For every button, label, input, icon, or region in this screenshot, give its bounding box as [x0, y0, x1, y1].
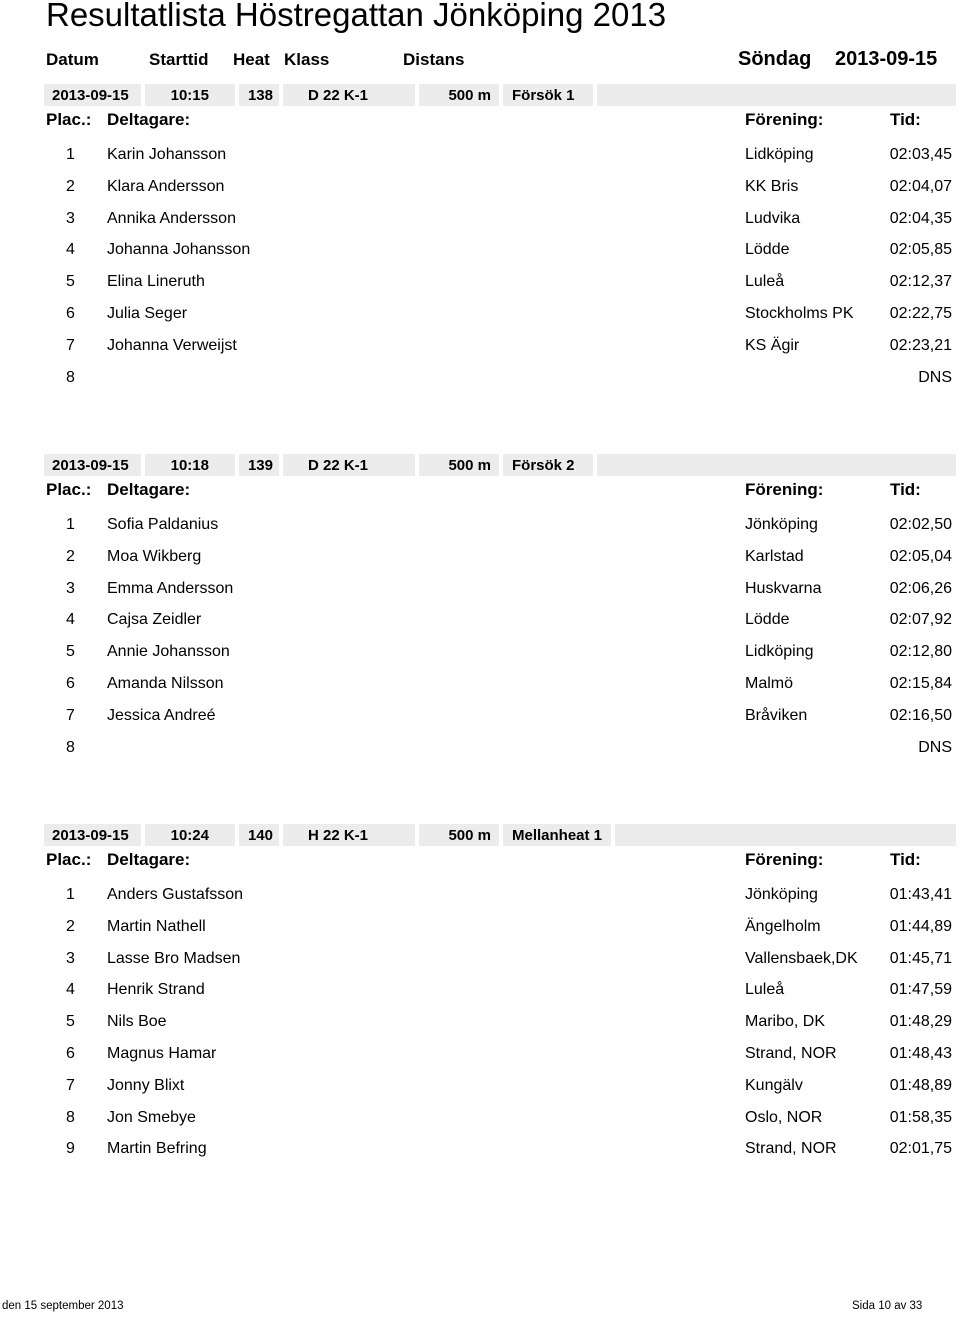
header-distans: Distans	[403, 50, 465, 69]
result-place: 5	[66, 1013, 75, 1031]
result-place: 2	[66, 917, 75, 935]
result-club: Jönköping	[745, 516, 818, 533]
result-name: Klara Andersson	[107, 177, 225, 195]
result-time: 01:48,89	[889, 1076, 952, 1094]
heat-heat: 138	[247, 87, 273, 104]
heat-cell-date	[44, 454, 141, 476]
column-tid: Tid:	[890, 850, 921, 869]
result-name: Jonny Blixt	[107, 1076, 185, 1094]
heat-klass: D 22 K-1	[308, 457, 369, 474]
result-row	[0, 178, 960, 204]
heat-time: 10:18	[170, 457, 209, 474]
heat-cell-blank	[615, 824, 956, 846]
result-place: 1	[66, 886, 75, 903]
result-time: DNS	[918, 368, 952, 386]
result-time: 01:48,29	[889, 1013, 952, 1031]
header-heat: Heat	[233, 50, 270, 69]
result-name: Johanna Johansson	[107, 241, 251, 259]
result-place: 3	[66, 209, 75, 227]
result-place: 6	[66, 305, 75, 322]
result-club: Strand, NOR	[745, 1045, 837, 1062]
heat-time: 10:24	[170, 827, 209, 844]
result-name: Nils Boe	[107, 1013, 167, 1031]
result-name: Johanna Verweijst	[107, 336, 237, 354]
result-row	[0, 1140, 960, 1166]
result-place: 9	[66, 1140, 75, 1158]
heat-cell-round	[503, 824, 611, 846]
result-time: 02:03,45	[889, 146, 952, 163]
result-club: Lidköping	[745, 643, 814, 661]
heat-info-bar	[44, 454, 956, 476]
result-time: 02:15,84	[889, 675, 952, 692]
result-club: Bråviken	[745, 706, 808, 724]
result-club: Stockholms PK	[745, 305, 854, 322]
result-name: Jessica Andreé	[107, 706, 216, 724]
result-club: Karlstad	[745, 547, 804, 565]
result-place: 6	[66, 675, 75, 692]
result-name: Martin Nathell	[107, 917, 206, 935]
result-time: 02:16,50	[889, 706, 952, 724]
column-deltagare: Deltagare:	[107, 480, 191, 499]
result-row	[0, 1013, 960, 1039]
result-row	[0, 886, 960, 912]
column-forening: Förening:	[745, 480, 824, 499]
result-name: Henrik Strand	[107, 981, 205, 999]
result-club: Luleå	[745, 981, 785, 999]
result-row	[0, 739, 960, 765]
result-place: 3	[66, 579, 75, 597]
result-club: Ängelholm	[745, 917, 821, 935]
result-name: Lasse Bro Madsen	[107, 949, 241, 967]
result-time: 01:43,41	[889, 886, 952, 903]
result-name: Elina Lineruth	[107, 273, 205, 291]
result-time: 02:12,80	[889, 643, 952, 661]
result-name: Karin Johansson	[107, 146, 227, 163]
result-time: 01:45,71	[889, 949, 952, 967]
result-club: Lödde	[745, 611, 790, 629]
header-datum: Datum	[46, 50, 99, 69]
heat-cell-heat	[239, 454, 279, 476]
result-row	[0, 1109, 960, 1135]
heat-cell-date	[44, 824, 141, 846]
result-row	[0, 548, 960, 574]
result-place: 2	[66, 547, 75, 565]
result-club: Strand, NOR	[745, 1140, 837, 1158]
result-time: 01:47,59	[889, 981, 952, 999]
result-name: Cajsa Zeidler	[107, 611, 202, 629]
result-name: Julia Seger	[107, 305, 188, 322]
result-club: Oslo, NOR	[745, 1108, 823, 1126]
column-tid: Tid:	[890, 110, 921, 129]
heat-cell-klass	[283, 454, 415, 476]
header-date: 2013-09-15	[835, 48, 938, 70]
result-time: 02:02,50	[889, 516, 952, 533]
result-club: Lödde	[745, 241, 790, 259]
heat-date: 2013-09-15	[52, 87, 129, 104]
result-name: Jon Smebye	[107, 1108, 196, 1126]
result-name: Emma Andersson	[107, 579, 234, 597]
column-forening: Förening:	[745, 110, 824, 129]
header-klass: Klass	[284, 50, 330, 69]
result-place: 5	[66, 643, 75, 661]
heat-klass: H 22 K-1	[308, 827, 369, 844]
result-time: 02:04,07	[889, 177, 952, 195]
result-club: KS Ägir	[745, 336, 800, 354]
result-name: Martin Befring	[107, 1140, 207, 1158]
result-club: Kungälv	[745, 1076, 803, 1094]
column-deltagare: Deltagare:	[107, 850, 191, 869]
result-row	[0, 1077, 960, 1103]
result-time: 01:58,35	[889, 1108, 952, 1126]
result-place: 1	[66, 146, 75, 163]
column-tid: Tid:	[890, 480, 921, 499]
result-club: Huskvarna	[745, 579, 822, 597]
result-place: 5	[66, 273, 75, 291]
column-plac: Plac.:	[46, 110, 92, 129]
result-name: Annika Andersson	[107, 209, 236, 227]
result-row	[0, 305, 960, 331]
result-time: 02:04,35	[889, 209, 952, 227]
heat-cell-round	[503, 84, 593, 106]
result-row	[0, 675, 960, 701]
heat-cell-time	[145, 84, 235, 106]
result-row	[0, 918, 960, 944]
result-club: Luleå	[745, 273, 785, 291]
result-place: 6	[66, 1045, 75, 1062]
heat-cell-blank	[597, 84, 956, 106]
result-row	[0, 580, 960, 606]
heat-date: 2013-09-15	[52, 827, 129, 844]
footer-date: den 15 september 2013	[2, 1300, 124, 1312]
result-club: Vallensbaek,DK	[745, 949, 858, 967]
result-row	[0, 611, 960, 637]
column-plac: Plac.:	[46, 850, 92, 869]
result-time: 02:23,21	[889, 336, 952, 354]
result-row	[0, 707, 960, 733]
result-place: 8	[66, 1108, 75, 1126]
result-name: Sofia Paldanius	[107, 516, 219, 533]
header-day: Söndag	[738, 48, 812, 70]
heat-cell-time	[145, 824, 235, 846]
result-row	[0, 241, 960, 267]
column-forening: Förening:	[745, 850, 824, 869]
results-column-headers	[0, 850, 960, 874]
result-row	[0, 643, 960, 669]
result-time: 02:07,92	[889, 611, 952, 629]
result-name: Annie Johansson	[107, 643, 230, 661]
result-row	[0, 981, 960, 1007]
result-time: 02:01,75	[889, 1140, 952, 1158]
page-title: Resultatlista Höstregattan Jönköping 2013	[46, 0, 667, 33]
header-starttid: Starttid	[149, 50, 209, 69]
heat-distans: 500 m	[448, 827, 491, 844]
result-row	[0, 210, 960, 236]
result-place: 2	[66, 177, 75, 195]
column-deltagare: Deltagare:	[107, 110, 191, 129]
result-place: 8	[66, 738, 75, 756]
result-place: 4	[66, 241, 75, 259]
result-place: 3	[66, 949, 75, 967]
heat-time: 10:15	[170, 87, 209, 104]
result-time: 02:05,04	[889, 547, 952, 565]
footer-page-number: Sida 10 av 33	[852, 1300, 923, 1312]
result-time: 02:06,26	[889, 579, 952, 597]
result-name: Amanda Nilsson	[107, 675, 224, 692]
result-club: Maribo, DK	[745, 1013, 826, 1031]
result-place: 8	[66, 368, 75, 386]
result-club: Lidköping	[745, 146, 814, 163]
result-place: 7	[66, 706, 75, 724]
result-time: 01:48,43	[889, 1045, 952, 1062]
result-row	[0, 146, 960, 172]
heat-cell-klass	[283, 84, 415, 106]
heat-cell-distans	[419, 454, 499, 476]
result-name: Magnus Hamar	[107, 1045, 217, 1062]
results-column-headers	[0, 110, 960, 134]
column-plac: Plac.:	[46, 480, 92, 499]
heat-round: Försök 1	[512, 87, 575, 104]
result-time: 01:44,89	[889, 917, 952, 935]
result-place: 4	[66, 611, 75, 629]
heat-distans: 500 m	[448, 457, 491, 474]
result-place: 4	[66, 981, 75, 999]
heat-cell-time	[145, 454, 235, 476]
result-club: KK Bris	[745, 177, 799, 195]
result-place: 7	[66, 1076, 75, 1094]
result-place: 7	[66, 336, 75, 354]
result-club: Jönköping	[745, 886, 818, 903]
heat-info-bar	[44, 84, 956, 106]
heat-cell-round	[503, 454, 593, 476]
heat-cell-heat	[239, 84, 279, 106]
heat-cell-blank	[597, 454, 956, 476]
heat-cell-klass	[283, 824, 415, 846]
heat-cell-heat	[239, 824, 279, 846]
result-row	[0, 273, 960, 299]
result-time: 02:05,85	[889, 241, 952, 259]
heat-heat: 139	[247, 457, 273, 474]
result-row	[0, 516, 960, 542]
heat-klass: D 22 K-1	[308, 87, 369, 104]
result-row	[0, 1045, 960, 1071]
result-row	[0, 337, 960, 363]
heat-cell-distans	[419, 84, 499, 106]
result-time: DNS	[918, 738, 952, 756]
result-row	[0, 369, 960, 395]
result-club: Ludvika	[745, 209, 801, 227]
result-name: Moa Wikberg	[107, 547, 202, 565]
heat-info-bar	[44, 824, 956, 846]
heat-round: Mellanheat 1	[512, 827, 603, 844]
heat-cell-date	[44, 84, 141, 106]
heat-heat: 140	[247, 827, 273, 844]
result-row	[0, 950, 960, 976]
result-time: 02:12,37	[889, 273, 952, 291]
result-club: Malmö	[745, 675, 794, 692]
result-time: 02:22,75	[889, 305, 952, 322]
result-name: Anders Gustafsson	[107, 886, 244, 903]
result-place: 1	[66, 516, 75, 533]
heat-cell-distans	[419, 824, 499, 846]
heat-date: 2013-09-15	[52, 457, 129, 474]
heat-distans: 500 m	[448, 87, 491, 104]
heat-round: Försök 2	[512, 457, 575, 474]
results-column-headers	[0, 480, 960, 504]
